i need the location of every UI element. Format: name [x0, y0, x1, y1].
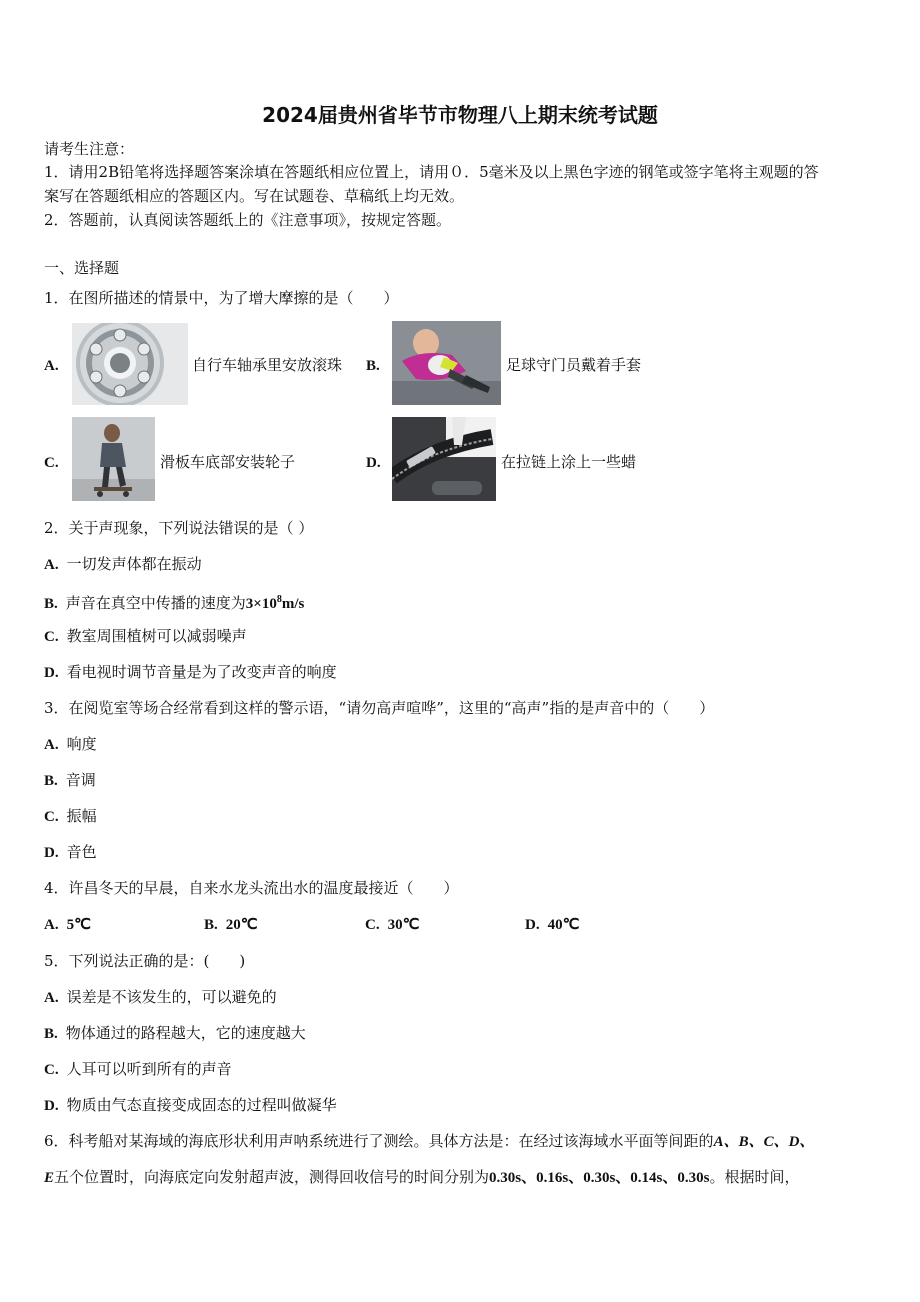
- option-letter: B.: [44, 596, 58, 612]
- q5-option-a[interactable]: [44, 986, 277, 1009]
- q1-option-a[interactable]: [44, 354, 67, 377]
- notice-item-1-line-1: 1．请用2B铅笔将选择题答案涂填在答题纸相应位置上，请用０．5毫米及以上黑色字迹的钢笔或签字笔将主观题的答: [44, 163, 819, 181]
- q4-option-c[interactable]: [365, 913, 419, 936]
- q2-option-b[interactable]: [44, 589, 304, 615]
- q3-option-b[interactable]: [44, 769, 96, 792]
- q3-option-d[interactable]: [44, 841, 97, 864]
- option-letter: C.: [44, 809, 59, 825]
- option-text: 响度: [66, 735, 97, 753]
- question-6-line-2: [44, 1166, 799, 1189]
- option-text: 人耳可以听到所有的声音: [66, 1060, 232, 1078]
- option-text: 教室周围植树可以减弱噪声: [66, 627, 247, 645]
- option-text: 振幅: [66, 807, 97, 825]
- option-letter: C.: [365, 917, 380, 933]
- option-text: 音色: [66, 843, 97, 861]
- option-letter: C.: [44, 455, 59, 471]
- question-6-text: 6．科考船对某海域的海底形状利用声呐系统进行了测绘。具体方法是：在经过该海域水平面等间距的: [44, 1132, 714, 1150]
- q2-option-d[interactable]: [44, 661, 337, 684]
- option-letter: B.: [366, 358, 380, 374]
- q1-option-b[interactable]: [366, 354, 388, 377]
- q1-option-c[interactable]: [44, 451, 67, 474]
- option-letter: A.: [44, 917, 59, 933]
- echo-times: 0.30s、0.16s、0.30s、0.14s、0.30s: [489, 1170, 710, 1186]
- q1-option-d[interactable]: [366, 451, 389, 474]
- option-letter: B.: [44, 1026, 58, 1042]
- question-5-stem: 5．下列说法正确的是：( ): [44, 952, 246, 970]
- section-heading: 一、选择题: [44, 259, 120, 277]
- option-letter: D.: [44, 1098, 59, 1114]
- question-2-stem: 2．关于声现象，下列说法错误的是（ ）: [44, 519, 314, 537]
- q2-option-c[interactable]: [44, 625, 247, 648]
- question-6-text: 。根据时间，: [709, 1168, 800, 1186]
- notice-heading: 请考生注意：: [44, 140, 135, 158]
- position-labels: A、B、C、D、: [713, 1134, 815, 1150]
- option-text: 40℃: [547, 917, 580, 933]
- q1-option-d-text: 在拉链上涂上一些蜡: [501, 453, 637, 471]
- goalkeeper-photo: [392, 321, 501, 405]
- speed-unit: m/s: [281, 596, 305, 612]
- option-text: 看电视时调节音量是为了改变声音的响度: [66, 663, 337, 681]
- notice-item-2: 2．答题前，认真阅读答题纸上的《注意事项》，按规定答题。: [44, 211, 452, 229]
- option-text: 5℃: [66, 917, 91, 933]
- q3-option-c[interactable]: [44, 805, 97, 828]
- option-text: 物体通过的路程越大，它的速度越大: [65, 1024, 306, 1042]
- q4-option-d[interactable]: [525, 913, 579, 936]
- option-text: 20℃: [225, 917, 258, 933]
- q5-option-d[interactable]: [44, 1094, 337, 1117]
- notice-item-1-line-2: 案写在答题纸相应的答题区内。写在试题卷、草稿纸上均无效。: [44, 187, 465, 205]
- q4-option-a[interactable]: [44, 913, 91, 936]
- q4-option-b[interactable]: [204, 913, 258, 936]
- option-letter: B.: [44, 773, 58, 789]
- question-1-stem: 1．在图所描述的情景中，为了增大摩擦的是（ ）: [44, 289, 399, 307]
- q2-option-a[interactable]: [44, 553, 202, 576]
- option-letter: D.: [44, 665, 59, 681]
- option-letter: A.: [44, 358, 59, 374]
- option-text: 物质由气态直接变成固态的过程叫做凝华: [66, 1096, 337, 1114]
- q3-option-a[interactable]: [44, 733, 97, 756]
- question-4-stem: 4．许昌冬天的早晨，自来水龙头流出水的温度最接近（ ）: [44, 879, 459, 897]
- option-letter: A.: [44, 737, 59, 753]
- q5-option-b[interactable]: [44, 1022, 306, 1045]
- option-text: 声音在真空中传播的速度为: [65, 594, 246, 612]
- option-letter: D.: [44, 845, 59, 861]
- option-letter: B.: [204, 917, 218, 933]
- option-letter: C.: [44, 629, 59, 645]
- question-6-text: 五个位置时，向海底定向发射超声波，测得回收信号的时间分别为: [54, 1168, 490, 1186]
- option-text: 误差是不该发生的，可以避免的: [66, 988, 277, 1006]
- position-label-e: E: [44, 1170, 55, 1186]
- speed-value: 3×10: [245, 596, 277, 612]
- question-3-stem: 3．在阅览室等场合经常看到这样的警示语，“请勿高声喧哗”，这里的“高声”指的是声音中的（ ）: [44, 699, 715, 717]
- bearing-photo: [72, 323, 188, 405]
- speed-exponent: 8: [276, 594, 282, 605]
- option-letter: D.: [366, 455, 381, 471]
- option-text: 音调: [65, 771, 96, 789]
- option-letter: A.: [44, 990, 59, 1006]
- question-6-line-1: [44, 1130, 814, 1153]
- option-letter: C.: [44, 1062, 59, 1078]
- page-title: 2024届贵州省毕节市物理八上期末统考试题: [262, 103, 658, 127]
- option-letter: D.: [525, 917, 540, 933]
- q1-option-b-text: 足球守门员戴着手套: [506, 356, 642, 374]
- skateboard-photo: [72, 417, 155, 501]
- option-text: 30℃: [387, 917, 420, 933]
- option-text: 一切发声体都在振动: [66, 555, 202, 573]
- zipper-photo: [392, 417, 496, 501]
- q1-option-a-text: 自行车轴承里安放滚珠: [192, 356, 343, 374]
- q1-option-c-text: 滑板车底部安装轮子: [160, 453, 296, 471]
- option-letter: A.: [44, 557, 59, 573]
- q5-option-c[interactable]: [44, 1058, 232, 1081]
